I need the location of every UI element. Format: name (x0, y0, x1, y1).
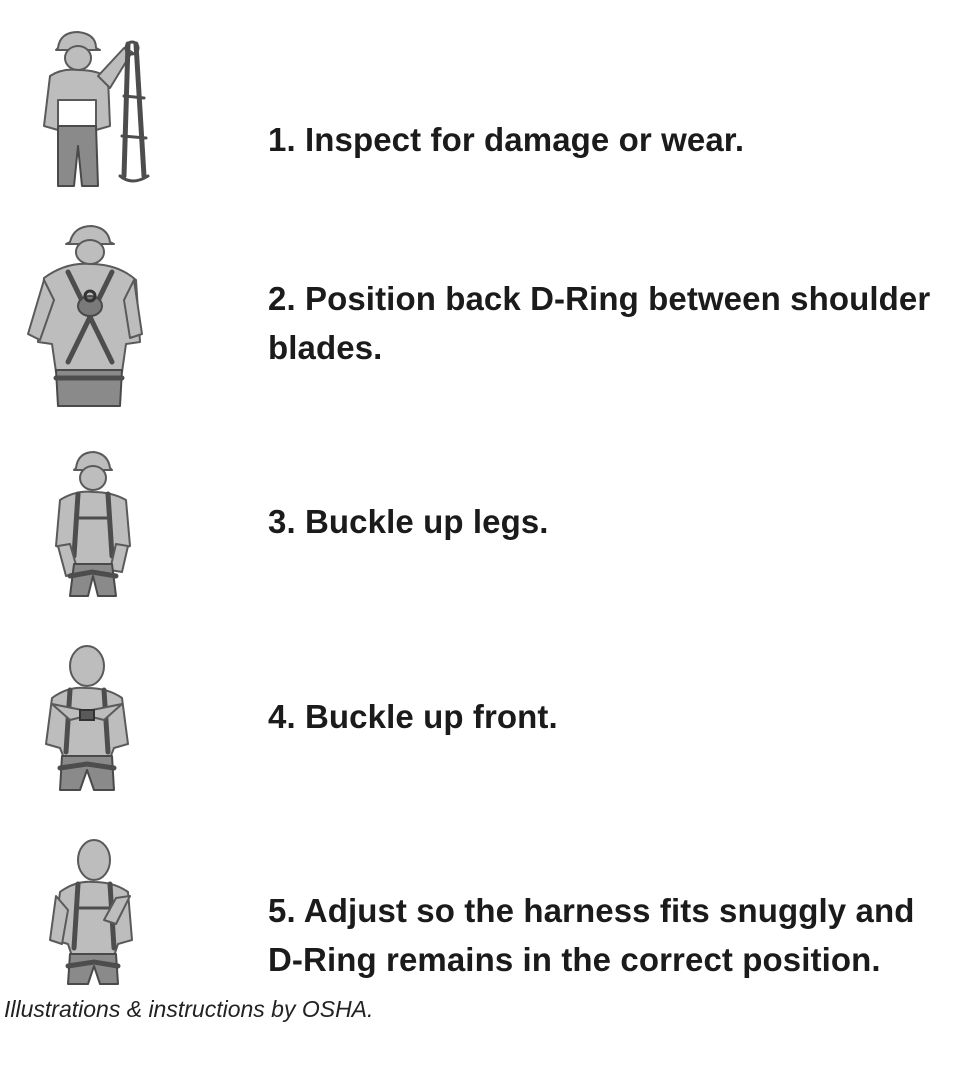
worker-buckling-front-icon (40, 640, 134, 792)
step-1-text: 1. Inspect for damage or wear. (268, 121, 745, 158)
image-credit-caption: Illustrations & instructions by OSHA. (4, 996, 374, 1022)
step-5-text: 5. Adjust so the harness fits snuggly and D-Ring remains in the correct position. (268, 892, 915, 978)
step-4-text: 4. Buckle up front. (268, 698, 558, 735)
worker-adjusting-harness-icon (46, 836, 138, 986)
worker-holding-harness-icon (36, 26, 158, 188)
step-2-text: 2. Position back D-Ring between shoulder blades. (268, 280, 931, 366)
worker-back-view-icon (22, 222, 146, 408)
worker-buckling-legs-icon (52, 446, 134, 598)
step-3-text: 3. Buckle up legs. (268, 503, 549, 540)
